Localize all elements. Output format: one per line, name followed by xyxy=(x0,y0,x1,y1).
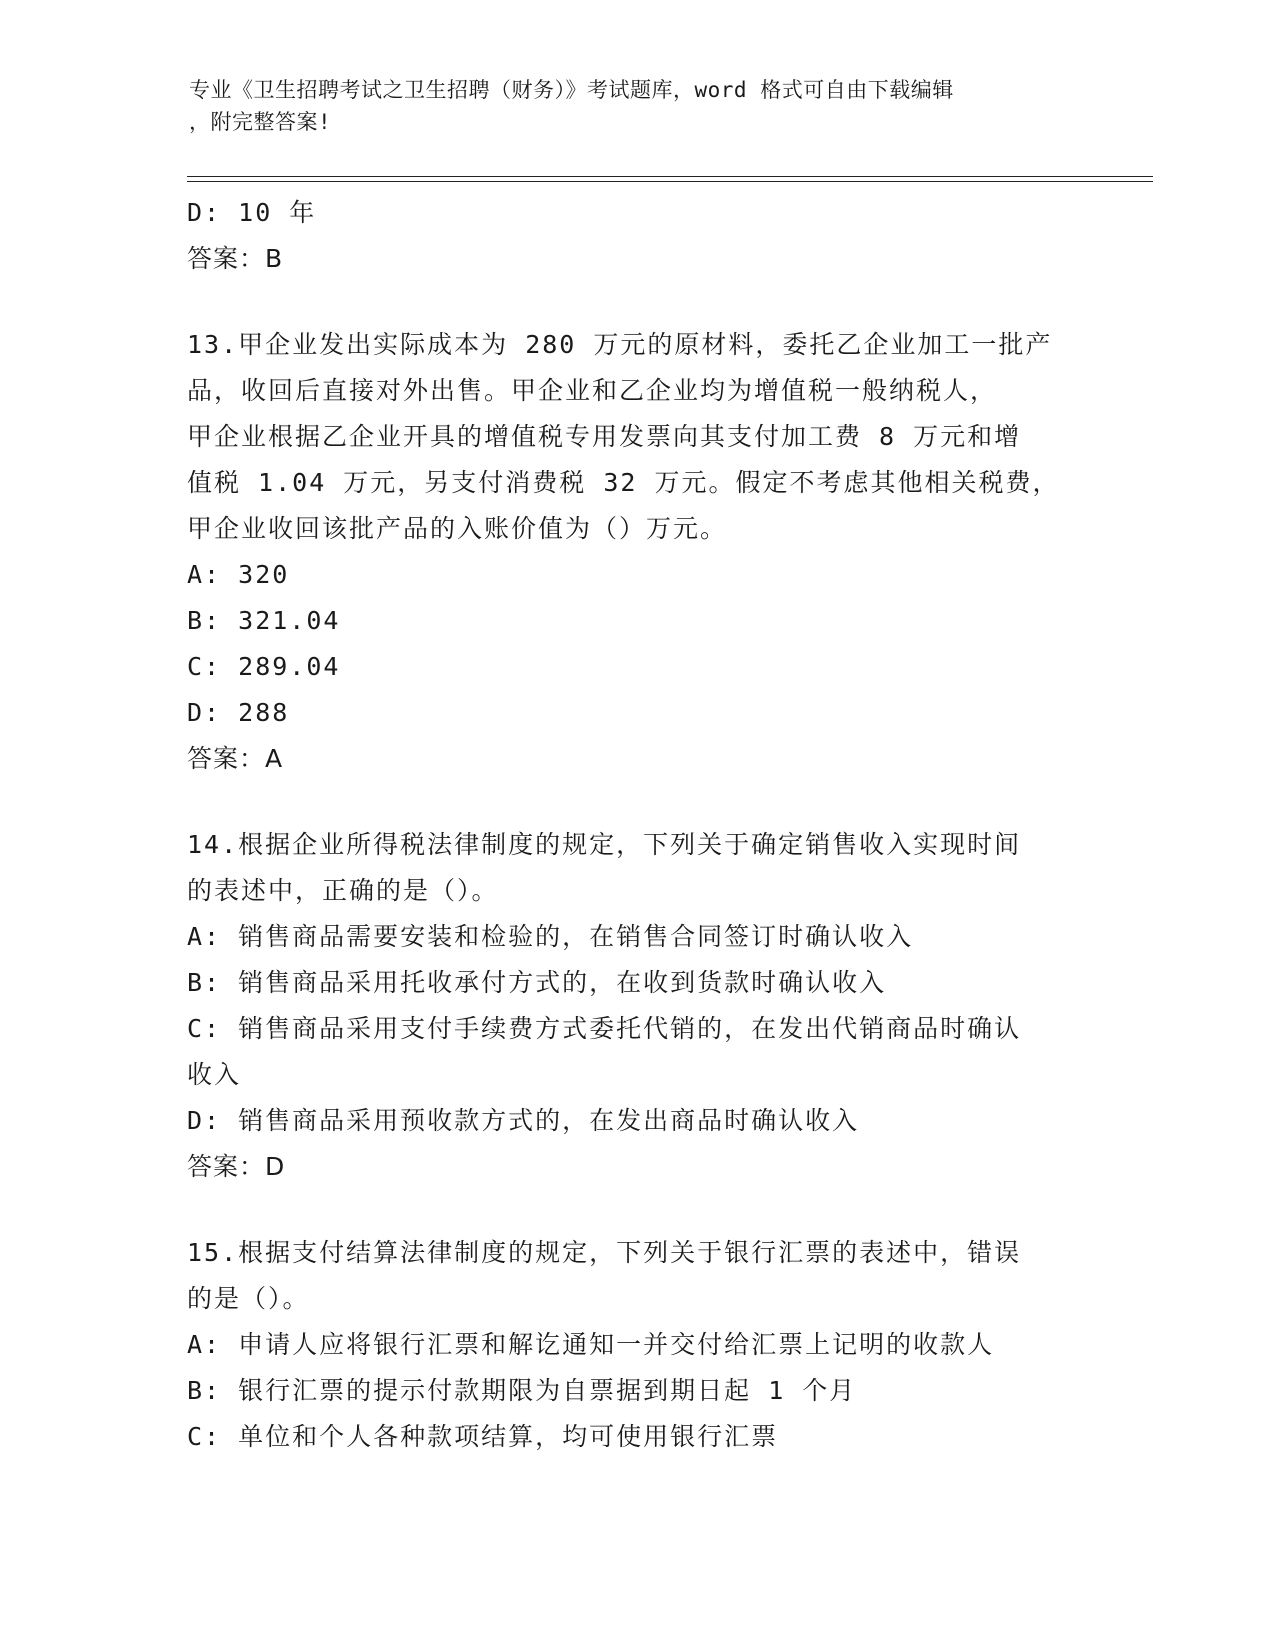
q13-answer: 答案：A xyxy=(187,744,284,773)
q13-stem-line: 甲企业收回该批产品的入账价值为（）万元。 xyxy=(187,514,728,543)
q15-option-a: A: 申请人应将银行汇票和解讫通知一并交付给汇票上记明的收款人 xyxy=(187,1330,995,1359)
prev-answer: 答案：B xyxy=(187,244,284,273)
question-14 xyxy=(187,822,1087,1190)
q14-option-b: B: 销售商品采用托收承付方式的，在收到货款时确认收入 xyxy=(187,968,887,997)
header-line-1: 专业《卫生招聘考试之卫生招聘（财务）》考试题库，word 格式可自由下载编辑 xyxy=(189,78,954,102)
page-header xyxy=(189,74,1089,138)
q14-stem-line: 14.根据企业所得税法律制度的规定，下列关于确定销售收入实现时间 xyxy=(187,830,1022,859)
q13-option-a: A: 320 xyxy=(187,560,290,589)
header-line-2: ，附完整答案! xyxy=(189,110,332,134)
q14-answer: 答案：D xyxy=(187,1152,286,1181)
q13-stem-line: 值税 1.04 万元，另支付消费税 32 万元。假定不考虑其他相关税费， xyxy=(187,468,1060,497)
q13-stem-line: 13.甲企业发出实际成本为 280 万元的原材料，委托乙企业加工一批产 xyxy=(187,330,1053,359)
q15-option-b: B: 银行汇票的提示付款期限为自票据到期日起 1 个月 xyxy=(187,1376,857,1405)
q13-option-b: B: 321.04 xyxy=(187,606,341,635)
q14-option-a: A: 销售商品需要安装和检验的，在销售合同签订时确认收入 xyxy=(187,922,914,951)
q13-option-c: C: 289.04 xyxy=(187,652,341,681)
q14-option-d: D: 销售商品采用预收款方式的，在发出商品时确认收入 xyxy=(187,1106,860,1135)
q15-stem-line: 的是（）。 xyxy=(187,1284,310,1313)
header-divider-top xyxy=(187,176,1153,177)
prev-option-d: D: 10 年 xyxy=(187,198,317,227)
question-13 xyxy=(187,322,1087,782)
question-15 xyxy=(187,1230,1087,1460)
question-content xyxy=(187,190,1087,1460)
q13-stem-line: 品，收回后直接对外出售。甲企业和乙企业均为增值税一般纳税人， xyxy=(187,376,998,405)
q13-stem-line: 甲企业根据乙企业开具的增值税专用发票向其支付加工费 8 万元和增 xyxy=(187,422,1022,451)
q14-option-c-cont: 收入 xyxy=(187,1060,242,1089)
header-divider-bottom xyxy=(187,181,1153,182)
q15-stem-line: 15.根据支付结算法律制度的规定，下列关于银行汇票的表述中，错误 xyxy=(187,1238,1022,1267)
q14-option-c: C: 销售商品采用支付手续费方式委托代销的，在发出代销商品时确认 xyxy=(187,1014,1022,1043)
q15-option-c: C: 单位和个人各种款项结算，均可使用银行汇票 xyxy=(187,1422,779,1451)
q14-stem-line: 的表述中，正确的是（）。 xyxy=(187,876,499,905)
q13-option-d: D: 288 xyxy=(187,698,290,727)
